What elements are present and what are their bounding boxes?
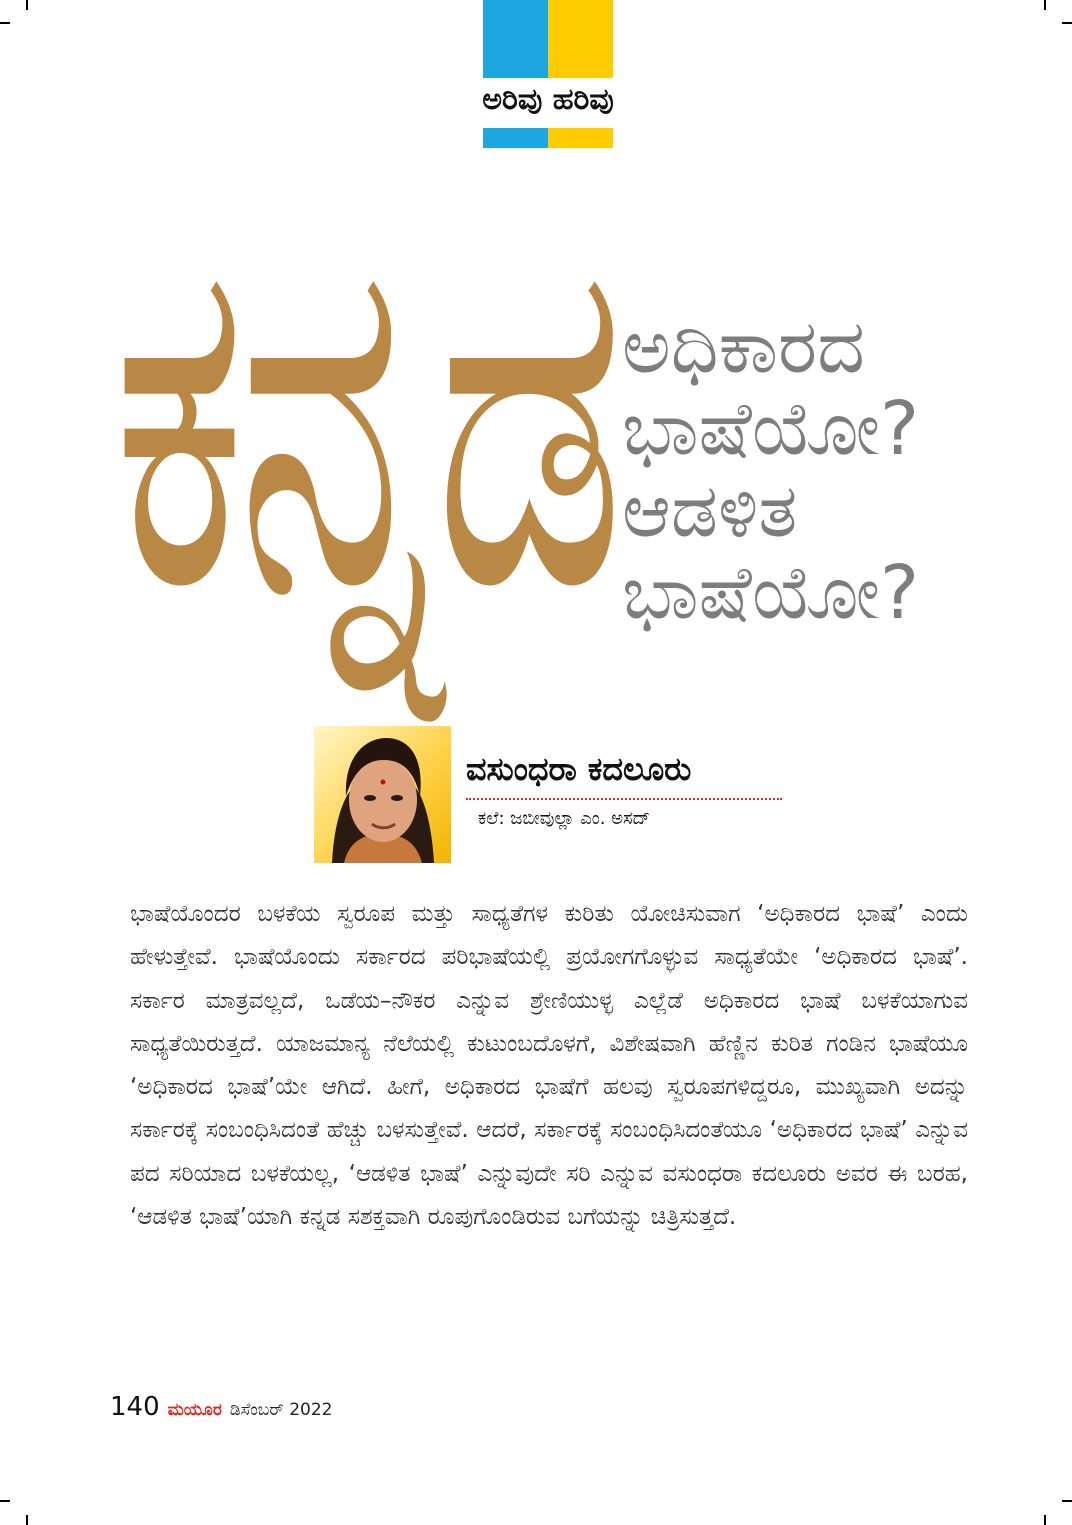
subtitle-line: ಭಾಷೆಯೋ?	[622, 550, 920, 636]
section-label: ಅರಿವು ಹರಿವು	[482, 82, 614, 117]
intro-paragraph: ಭಾಷೆಯೊಂದರ ಬಳಕೆಯ ಸ್ವರೂಪ ಮತ್ತು ಸಾಧ್ಯತೆಗಳ ಕುರಿತು ಯೋಚಿಸುವಾಗ ‘ಅಧಿಕಾರದ ಭಾಷೆ’ ಎಂದು ಹೇಳುತ್ತೇವೆ. ಭಾಷೆಯೊಂದು ಸರ್ಕಾರದ ಪರಿಭಾಷೆಯಲ್ಲಿ ಪ್ರಯೋಗಗೊಳ್ಳುವ ಸಾಧ್ಯತೆಯೇ ‘ಅಧಿಕಾರದ ಭಾಷೆ’. ಸರ್ಕಾರ ಮಾತ್ರವಲ್ಲದೆ, ಒಡೆಯ–ನೌಕರ ಎನ್ನುವ ಶ್ರೇಣಿಯುಳ್ಳ ಎಲ್ಲೆಡೆ ಅಧಿಕಾರದ ಭಾಷೆ ಬಳಕೆಯಾಗುವ ಸಾಧ್ಯತೆಯಿರುತ್ತದೆ. ಯಾಜಮಾನ್ಯ ನೆಲೆಯಲ್ಲಿ ಕುಟುಂಬದೊಳಗೆ, ವಿಶೇಷವಾಗಿ ಹೆಣ್ಣಿನ ಕುರಿತ ಗಂಡಿನ ಭಾಷೆಯೂ ‘ಅಧಿಕಾರದ ಭಾಷೆ’ಯೇ ಆಗಿದೆ. ಹೀಗೆ, ಅಧಿಕಾರದ ಭಾಷೆಗೆ ಹಲವು ಸ್ವರೂಪಗಳಿದ್ದರೂ, ಮುಖ್ಯವಾಗಿ ಅದನ್ನು ಸರ್ಕಾರಕ್ಕೆ ಸಂಬಂಧಿಸಿದಂತೆ ಹೆಚ್ಚು ಬಳಸುತ್ತೇವೆ. ಆದರೆ, ಸರ್ಕಾರಕ್ಕೆ ಸಂಬಂಧಿಸಿದಂತೆಯೂ ‘ಅಧಿಕಾರದ ಭಾಷೆ’ ಎನ್ನುವ ಪದ ಸರಿಯಾದ ಬಳಕೆಯಲ್ಲ, ‘ಆಡಳಿತ ಭಾಷೆ’ ಎನ್ನುವುದೇ ಸರಿ ಎನ್ನುವ ವಸುಂಧರಾ ಕದಲೂರು ಅವರ ಈ ಬರಹ, ‘ಆಡಳಿತ ಭಾಷೆ’ಯಾಗಿ ಕನ್ನಡ ಸಶಕ್ತವಾಗಿ ರೂಪುಗೊಂಡಿರುವ ಬಗೆಯನ್ನು ಚಿತ್ರಿಸುತ್ತದೆ.	[130, 901, 968, 1231]
issue-date: ಡಿಸೆಂಬರ್ 2022	[229, 1400, 333, 1420]
author-divider	[466, 798, 782, 800]
headline-subtitle	[622, 306, 1042, 634]
illustrator-credit: ಕಲೆ: ಜಬೀವುಲ್ಲಾ ಎಂ. ಅಸದ್	[478, 808, 651, 829]
logo-blue-block	[483, 128, 548, 148]
subtitle-line: ಆಡಳಿತ	[622, 468, 798, 554]
page-number: 140	[110, 1392, 160, 1422]
section-logo-bottom-bar	[483, 128, 613, 148]
crop-mark-top-left	[26, 0, 28, 10]
crop-mark-bottom-left	[26, 1515, 28, 1525]
section-logo-top-bar	[483, 0, 613, 78]
headline-main-text: ಕನ್ನಡ	[112, 151, 616, 693]
page-footer	[110, 1392, 333, 1422]
crop-mark-right-top	[1062, 22, 1072, 24]
magazine-name: ಮಯೂರ	[167, 1400, 222, 1420]
logo-yellow-block	[548, 128, 613, 148]
logo-yellow-block	[548, 0, 613, 78]
logo-blue-block	[483, 0, 548, 78]
headline-main	[112, 151, 616, 700]
crop-mark-bottom-right	[1044, 1515, 1046, 1525]
crop-mark-left-top	[0, 22, 10, 24]
author-portrait-image	[314, 726, 451, 863]
crop-mark-left-bottom	[0, 1500, 10, 1502]
crop-mark-right-bottom	[1062, 1500, 1072, 1502]
subtitle-line: ಅಧಿಕಾರದ	[622, 304, 865, 390]
author-name: ವಸುಂಧರಾ ಕದಲೂರು	[466, 750, 692, 788]
subtitle-line: ಭಾಷೆಯೋ?	[622, 386, 920, 472]
crop-mark-top-right	[1044, 0, 1046, 10]
author-photo	[314, 726, 451, 863]
